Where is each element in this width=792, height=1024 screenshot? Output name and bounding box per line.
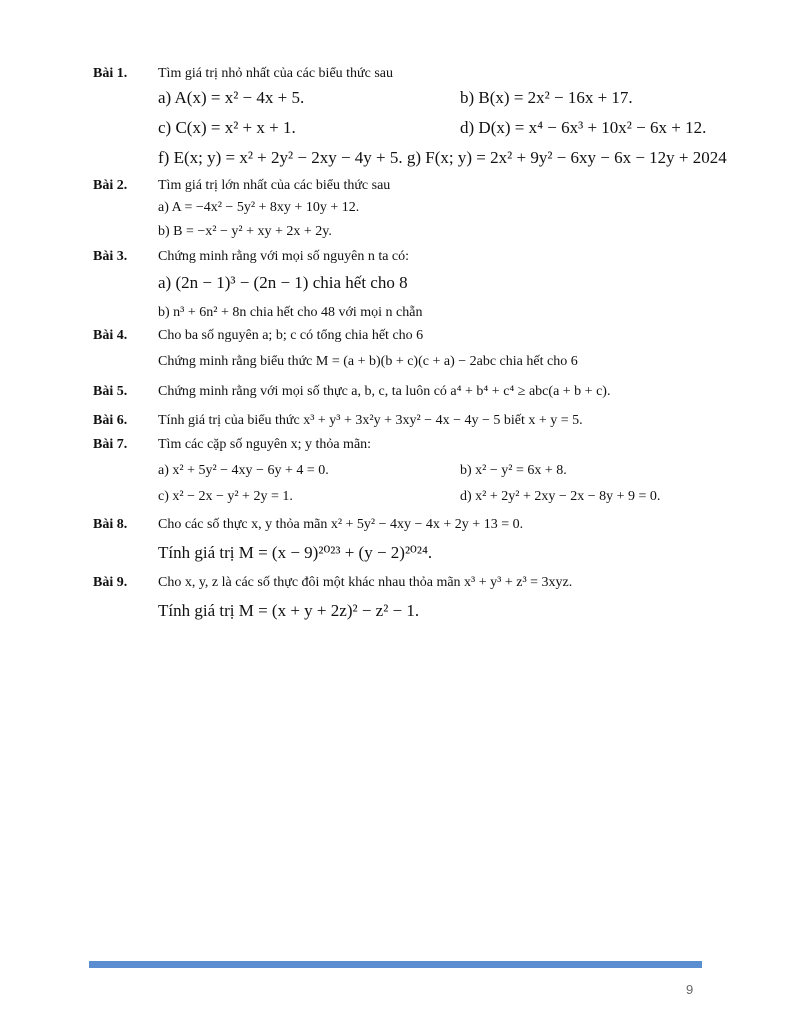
problem-intro: Chứng minh rằng với mọi số thực a, b, c, ta luôn có a⁴ + b⁴ + c⁴ ≥ abc(a + b + c). xyxy=(158,384,611,399)
item-a: a) A(x) = x² − 4x + 5. xyxy=(158,88,305,107)
problem-label: Bài 8. xyxy=(93,517,128,532)
footer-rule xyxy=(89,961,702,968)
problem-label: Bài 5. xyxy=(93,384,128,399)
problem-label: Bài 2. xyxy=(93,178,128,193)
item-a: a) x² + 5y² − 4xy − 6y + 4 = 0. xyxy=(158,463,329,478)
item-f-g: f) E(x; y) = x² + 2y² − 2xy − 4y + 5. g) F(x; y) = 2x² + 9y² − 6xy − 6x − 12y + 2024 xyxy=(158,148,727,167)
problem-intro: Cho x, y, z là các số thực đôi một khác nhau thỏa mãn x³ + y³ + z³ = 3xyz. xyxy=(158,575,573,590)
item-d: d) x² + 2y² + 2xy − 2x − 8y + 9 = 0. xyxy=(460,489,661,504)
problem-label: Bài 6. xyxy=(93,413,128,428)
item-b: b) x² − y² = 6x + 8. xyxy=(460,463,567,478)
problem-intro: Cho ba số nguyên a; b; c có tổng chia hết cho 6 xyxy=(158,328,424,343)
item-b: b) n³ + 6n² + 8n chia hết cho 48 với mọi n chẵn xyxy=(158,305,423,320)
problem-label: Bài 3. xyxy=(93,249,128,264)
problem-label: Bài 9. xyxy=(93,575,128,590)
page-number: 9 xyxy=(686,982,694,997)
problem-intro: Chứng minh rằng với mọi số nguyên n ta có: xyxy=(158,249,410,264)
problem-intro: Tính giá trị của biểu thức x³ + y³ + 3x²y + 3xy² − 4x − 4y − 5 biết x + y = 5. xyxy=(158,413,583,428)
item-b: b) B(x) = 2x² − 16x + 17. xyxy=(460,88,633,107)
item-b: b) B = −x² − y² + xy + 2x + 2y. xyxy=(158,224,332,239)
item-text: Chứng minh rằng biểu thức M = (a + b)(b + c)(c + a) − 2abc chia hết cho 6 xyxy=(158,354,578,369)
item-text: Tính giá trị M = (x − 9)²⁰²³ + (y − 2)²⁰²⁴. xyxy=(158,543,433,562)
item-a: a) A = −4x² − 5y² + 8xy + 10y + 12. xyxy=(158,200,360,215)
problem-label: Bài 4. xyxy=(93,328,128,343)
item-a: a) (2n − 1)³ − (2n − 1) chia hết cho 8 xyxy=(158,273,408,292)
item-text: Tính giá trị M = (x + y + 2z)² − z² − 1. xyxy=(158,601,420,620)
problem-intro: Tìm giá trị nhỏ nhất của các biểu thức sau xyxy=(158,66,394,81)
item-d: d) D(x) = x⁴ − 6x³ + 10x² − 6x + 12. xyxy=(460,118,707,137)
problem-intro: Cho các số thực x, y thỏa mãn x² + 5y² − 4xy − 4x + 2y + 13 = 0. xyxy=(158,517,524,532)
problem-intro: Tìm giá trị lớn nhất của các biểu thức sau xyxy=(158,178,391,193)
problem-intro: Tìm các cặp số nguyên x; y thỏa mãn: xyxy=(158,437,372,452)
problem-label: Bài 7. xyxy=(93,437,128,452)
problem-label: Bài 1. xyxy=(93,66,128,81)
item-c: c) C(x) = x² + x + 1. xyxy=(158,118,296,137)
item-c: c) x² − 2x − y² + 2y = 1. xyxy=(158,489,293,504)
